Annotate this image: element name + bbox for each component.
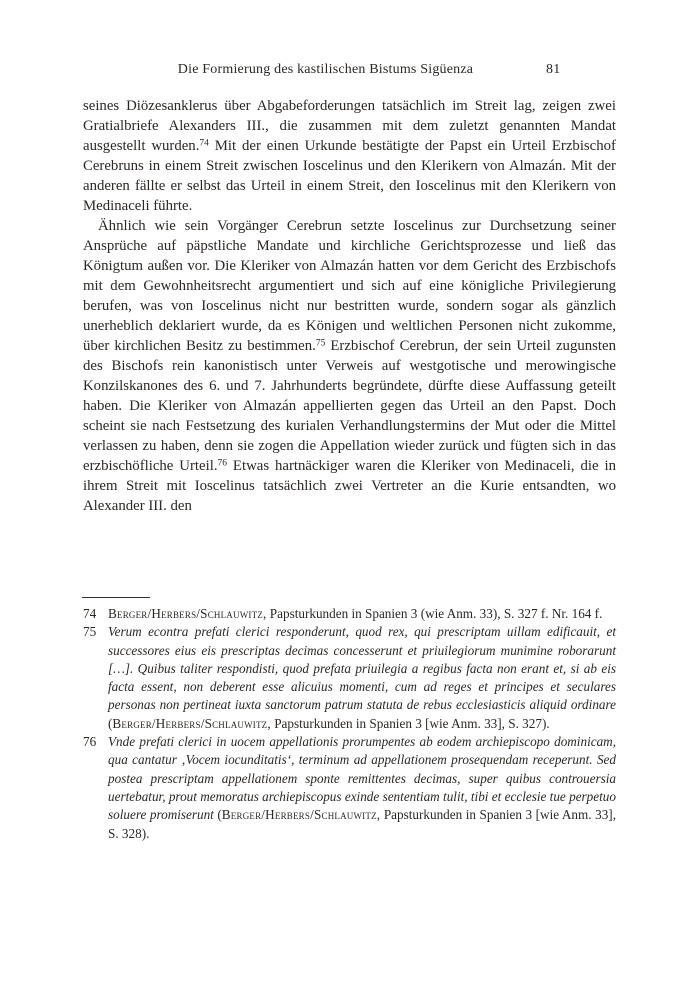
footnote	[83, 733, 616, 843]
running-header-title: Die Formierung des kastilischen Bistums Sigüenza	[177, 62, 474, 77]
text-run: Ähnlich wie sein Vorgänger Cerebrun setzte Ioscelinus zur Durchsetzung seiner Ansprüche auf päpstliche Mandate und kirchliche Gerichtsprozesse und ließ das Königtum außen vor. Die Kleriker von Almazán hatten vor dem Gericht des Erzbischofs mit dem Gewohnheitsrecht argumentiert und sich auf eine königliche Privilegierung berufen, was von Ioscelinus nicht nur bestritten wurde, sondern sogar als gänzlich unerheblich deklariert wurde, da es Königen und weltlichen Personen nicht zukomme, über kirchlichen Besitz zu bestimmen.	[83, 218, 616, 354]
page-number: 81	[546, 62, 561, 77]
text-run: seines Diözesanklerus über Abgabeforderungen tatsächlich im Streit lag, zeigen zwei Gratialbriefe Alexanders III., die zusammen mit dem zuletzt genannten Mandat ausgestellt wurden.	[83, 98, 616, 154]
footnote	[83, 605, 616, 623]
text-run: Etwas hartnäckiger waren die Kleriker von Medinaceli, die in ihrem Streit mit Ioscelinus tatsächlich zwei Vertreter an die Kurie entsandten, wo Alexander III. den	[83, 458, 616, 514]
body-paragraph	[83, 216, 616, 516]
footnote-text	[108, 734, 616, 840]
text-run: (	[217, 807, 222, 823]
text-run: Mit der einen Urkunde bestätigte der Papst ein Urteil Erzbischof Cerebruns in einem Streit zwischen Ioscelinus und den Klerikern von Almazán. Mit der anderen fällte er selbst das Urteil in einem Streit, den Ioscelinus mit den Klerikern von Medinaceli führte.	[83, 138, 616, 214]
footnote-number: 74	[83, 606, 97, 621]
footnote-text	[108, 624, 616, 730]
footnote-separator	[82, 597, 150, 598]
smallcaps-author-names: Berger/Herbers/Schlauwitz,	[108, 606, 267, 621]
footnotes	[83, 605, 616, 843]
latin-quotation: Verum econtra prefati clerici responderunt, quod rex, qui prescriptam uillam edificauit, et successores eius eis prescriptas decimas concesserunt et priuilegiorum munimine roborarunt […]. Quibus taliter respondisti, quod prefata priuilegia a regibus facta non erant et, si ab eis facta essent, non deberent esse alicuius momenti, cum ad reges et principes et seculares personas non pertineat iuxta sanctorum patrum statuta de rebus ecclesiasticis aliquid ordinare	[108, 624, 616, 713]
running-head	[83, 62, 616, 82]
text-run: Papsturkunden in Spanien 3 (wie Anm. 33), S. 327 f. Nr. 164 f.	[266, 606, 603, 621]
text-run: Papsturkunden in Spanien 3 [wie Anm. 33], S. 328).	[108, 807, 616, 841]
text-run: (	[108, 715, 113, 731]
footnote-ref: 75	[315, 338, 326, 349]
footnote	[83, 623, 616, 733]
footnote-number: 76	[83, 734, 97, 750]
text-run: Papsturkunden in Spanien 3 [wie Anm. 33], S. 327).	[270, 715, 550, 731]
footnote-ref: 74	[199, 138, 209, 149]
text-run: Erzbischof Cerebrun, der sein Urteil zugunsten des Bischofs rein kanonistisch unter Verweis auf westgotische und merowingische Konzilskanones des 6. und 7. Jahrhunderts begründete, dürfte diese Auffassung geteilt haben. Die Kleriker von Almazán appellierten gegen das Urteil an den Papst. Doch scheint sie nach Festsetzung des kurialen Verhandlungstermins der Mut oder die Mittel verlassen zu haben, denn sie zogen die Appellation wieder zurück und fügten sich in das erzbischöfliche Urteil.	[83, 338, 616, 474]
body-paragraph	[83, 96, 616, 216]
footnote-number: 75	[83, 624, 97, 640]
body-text	[83, 96, 616, 516]
latin-quotation: Vnde prefati clerici in uocem appellationis prorumpentes ab eodem archiepiscopo dominicam, qua cantatur ‚Vocem iocunditatis‘, terminum ad appellationem prosequendam receperunt. Sed postea prescriptam appellationem sponte remittentes decimas, super quibus controuersia uertebatur, prout memoratus archiepiscopus exinde sententiam tulit, tibi et ecclesie tue perpetuo soluere promiserunt	[108, 734, 616, 823]
footnote-ref: 76	[217, 458, 227, 469]
smallcaps-author-names: Berger/Herbers/Schlauwitz,	[221, 807, 381, 823]
smallcaps-author-names: Berger/Herbers/Schlauwitz,	[112, 715, 271, 731]
footnote-text	[108, 606, 602, 621]
